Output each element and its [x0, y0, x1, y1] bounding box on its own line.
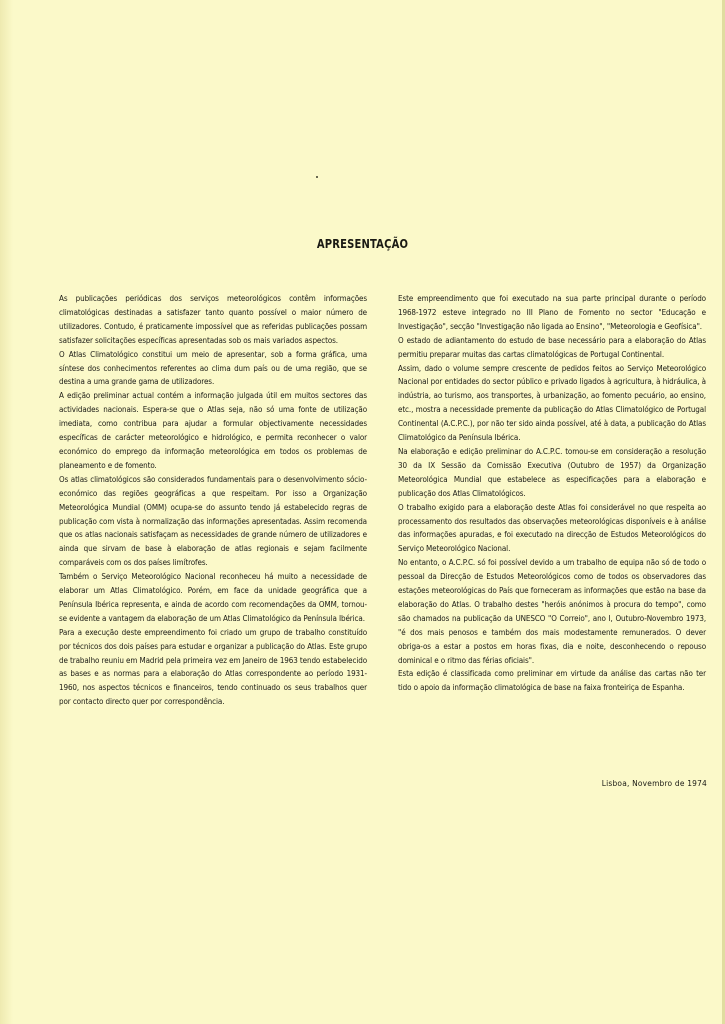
paper-speck [316, 176, 318, 178]
paragraph: O trabalho exigido para a elaboração deste Atlas foi considerável no que respeita ao processamento dos resultados das observações meteorológicas disponíveis e à análise das informações apuradas, e foi executado na direcção de Estudos Meteorológicos do Serviço Meteorológico Nacional. [398, 502, 706, 554]
page-title: APRESENTAÇÃO [316, 236, 409, 251]
paragraph: O Atlas Climatológico constitui um meio de apresentar, sob a forma gráfica, uma síntese dos conhecimentos referentes ao clima dum país ou de uma região, que se destina a uma grande gama de utilizadores. [59, 349, 367, 387]
place-date-signature: Lisboa, Novembro de 1974 [601, 778, 707, 788]
paragraph: Para a execução deste empreendimento foi criado um grupo de trabalho constituído por técnicos dos dois países para estudar e organizar a publicação do Atlas. Este grupo de trabalho reuniu em Madrid pela primeira vez em Janeiro de 1963 tendo estabelecido as bases e as normas para a elaboração do Atlas correspondente ao período 1931-1960, nos aspectos técnicos e financeiros, tendo continuado os seus trabalhos quer por contacto directo quer por correspondência. [59, 627, 367, 707]
paragraph: Este empreendimento que foi executado na sua parte principal durante o período 1968-1972 esteve integrado no III Plano de Fomento no sector "Educação e Investigação", secção "Investigação não ligada ao Ensino", "Meteorologia e Geofísica". [398, 294, 706, 331]
page-left-edge [0, 0, 13, 1024]
paragraph: No entanto, o A.C.P.C. só foi possível devido a um trabalho de equipa não só de todo o pessoal da Direcção de Estudos Meteorológicos como de todos os observadores das estações meteorológicas do País que forneceram as informações que estão na base da elaboração do Atlas. O trabalho destes "heróis anónimos à procura do tempo", como são chamados na publicação da UNESCO "O Correio", ano I, Outubro-Novembro 1973, "é dos mais penosos e também dos mais modestamente remunerados. O dever obriga-os a estar a postos em horas fixas, dia e noite, desconhecendo o repouso dominical e o ritmo das férias oficiais". [398, 558, 706, 665]
left-text-column [59, 292, 367, 709]
paragraph: Também o Serviço Meteorológico Nacional reconheceu há muito a necessidade de elaborar um Atlas Climatológico. Porém, em face da unidade geográfica que a Península Ibérica representa, e ainda de acordo com recomendações da OMM, tornou-se evidente a vantagem da elaboração de um Atlas Climatológico da Península Ibérica. [59, 572, 367, 623]
paragraph: Na elaboração e edição preliminar do A.C.P.C. tomou-se em consideração a resolução 30 da IX Sessão da Comissão Executiva (Outubro de 1957) da Organização Meteorológica Mundial que estabelece as especificações para a elaboração e publicação dos Atlas Climatológicos. [398, 446, 706, 498]
paragraph: As publicações periódicas dos serviços meteorológicos contêm informações climatológicas destinadas a satisfazer tanto quanto possível o maior número de utilizadores. Contudo, é praticamente impossível que as referidas publicações possam satisfazer solicitações específicas apresentadas sob os mais variados aspectos. [59, 294, 367, 345]
paragraph: A edição preliminar actual contém a informação julgada útil em muitos sectores das actividades nacionais. Espera-se que o Atlas seja, não só uma fonte de utilização imediata, como contribua para ajudar a formular objectivamente necessidades específicas de carácter meteorológico e hidrológico, e permita reconhecer o valor económico do emprego da informação meteorológica em todos os problemas de planeamento e de fomento. [59, 391, 367, 470]
paragraph: Assim, dado o volume sempre crescente de pedidos feitos ao Serviço Meteorológico Nacional por entidades do sector público e privado ligados à agricultura, à hidráulica, à indústria, ao turismo, aos transportes, à urbanização, ao fomento pecuário, ao ensino, etc., mostra a necessidade premente da publicação do Atlas Climatológico de Portugal Continental (A.C.P.C.), por não ter sido ainda possível, até à data, a publicação do Atlas Climatológico da Península Ibérica. [398, 363, 706, 443]
right-text-column [398, 292, 706, 695]
paragraph: Esta edição é classificada como preliminar em virtude da análise das cartas não ter tido o apoio da informação climatológica de base na faixa fronteiriça de Espanha. [398, 669, 706, 693]
paragraph: O estado de adiantamento do estudo de base necessário para a elaboração do Atlas permitiu preparar muitas das cartas climatológicas de Portugal Continental. [398, 335, 706, 359]
paragraph: Os atlas climatológicos são considerados fundamentais para o desenvolvimento sócio-económico das regiões geográficas a que respeitam. Por isso a Organização Meteorológica Mundial (OMM) ocupa-se do assunto tendo já estabelecido regras de publicação com vista à normalização das informações apresentadas. Assim recomenda que os atlas nacionais satisfaçam as necessidades de grande número de utilizadores e ainda que sirvam de base à elaboração de atlas regionais e sejam facilmente comparáveis com os dos países limítrofes. [59, 474, 367, 568]
